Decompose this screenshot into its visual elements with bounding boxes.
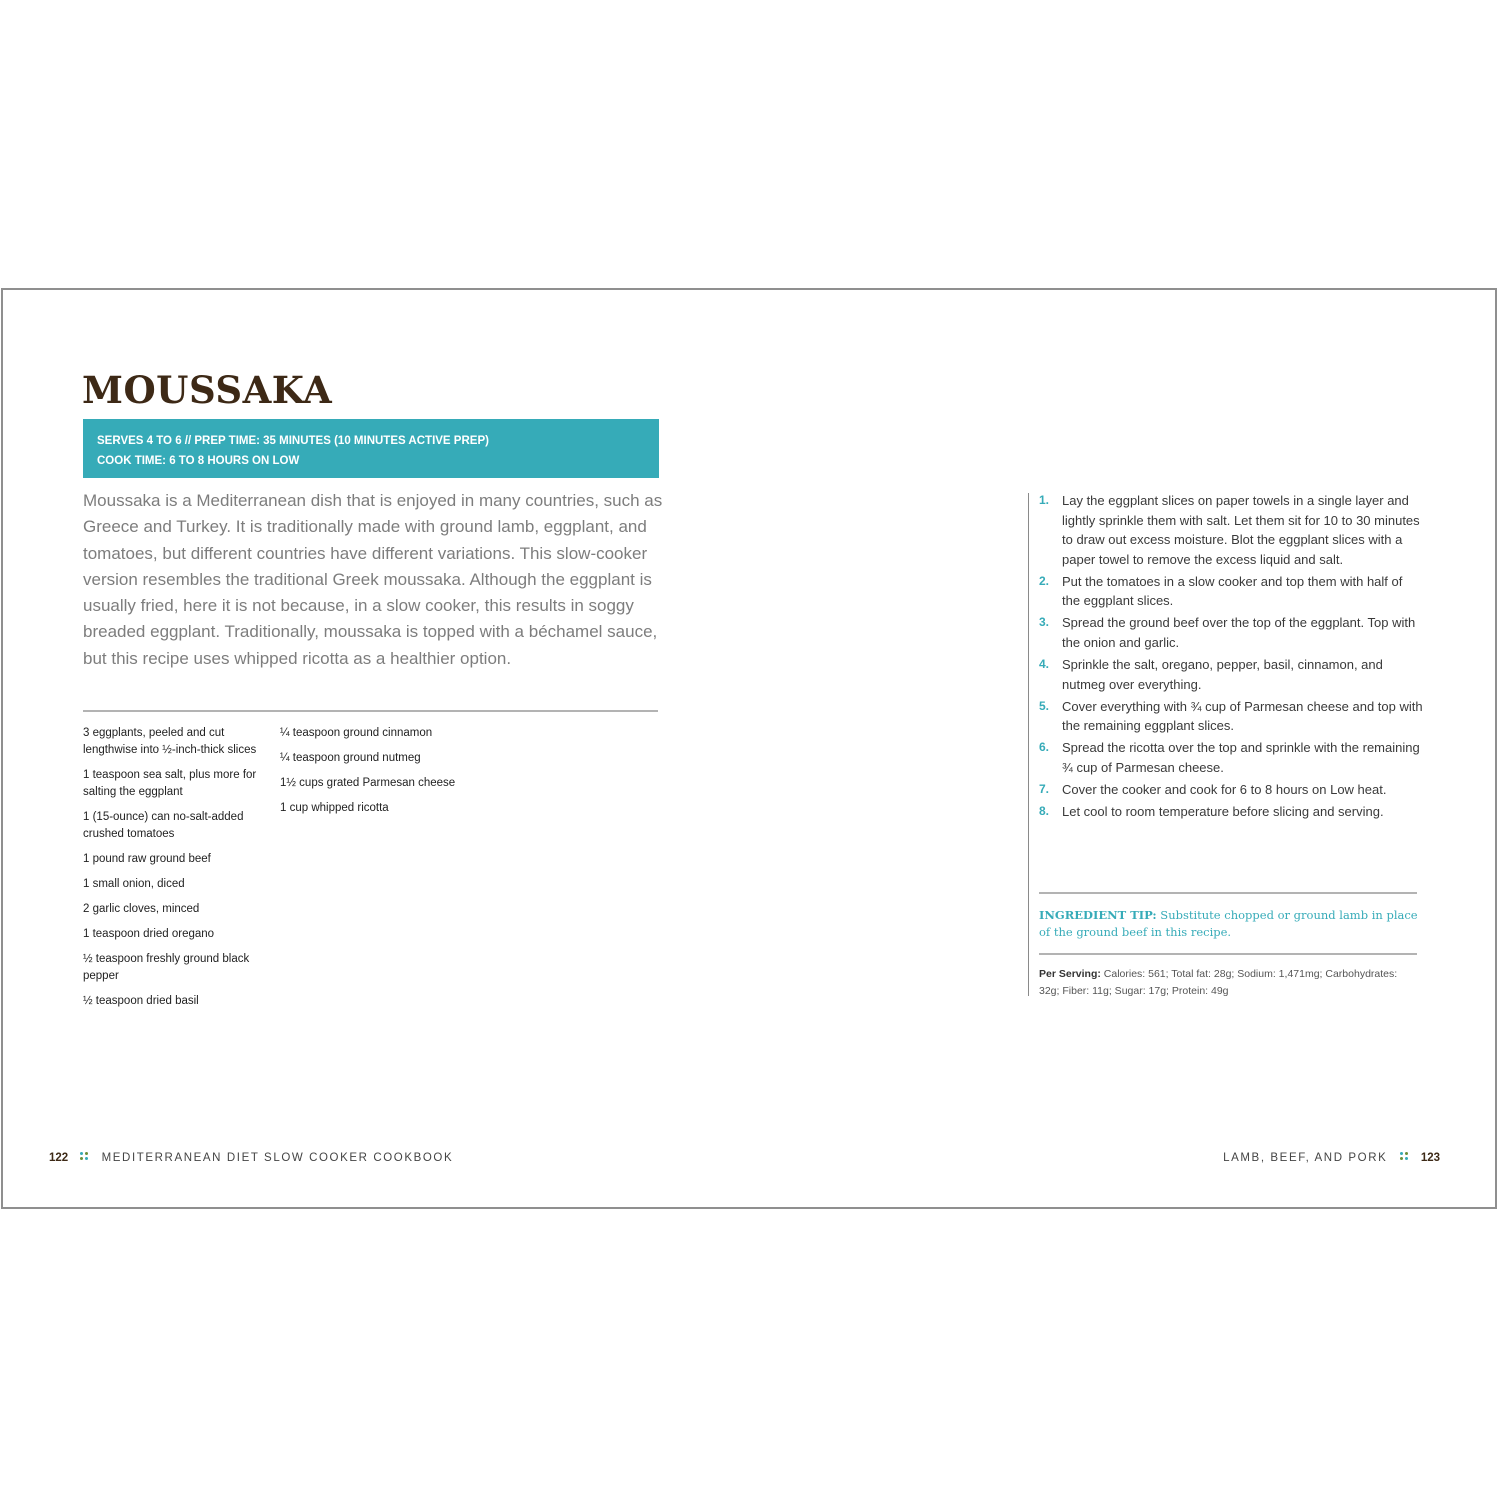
step-number: 4.: [1039, 656, 1050, 671]
nutrition-info: [1039, 966, 1419, 1000]
direction-step: [1039, 802, 1424, 822]
ingredient-item: 2 garlic cloves, minced: [83, 903, 200, 915]
footer-left: [49, 1150, 453, 1166]
divider: [83, 710, 658, 712]
ingredient-item: 1 cup whipped ricotta: [280, 802, 389, 814]
direction-step: [1039, 491, 1424, 569]
step-number: 1.: [1039, 493, 1050, 507]
direction-step: [1039, 655, 1424, 694]
page-number-right: 123: [1420, 1152, 1440, 1164]
ingredient-item: ½ teaspoon freshly ground black pepper: [83, 953, 250, 982]
ingredient-item: ½ teaspoon dried basil: [83, 995, 199, 1007]
step-text: Let cool to room temperature before slicing and serving.: [1062, 803, 1384, 819]
step-number: 5.: [1039, 698, 1050, 713]
nutrition-text: Calories: 561; Total fat: 28g; Sodium: 1,471mg; Carbohydrates: 32g; Fiber: 11g; Sugar: 17g; Protein: 49g: [1039, 968, 1398, 997]
per-serving-label: Per Serving:: [1039, 968, 1101, 980]
directions-list: [1039, 491, 1424, 824]
ingredient-item: 1 teaspoon dried oregano: [83, 928, 215, 940]
page-number-left: 122: [49, 1152, 69, 1164]
ingredient-item: ¼ teaspoon ground cinnamon: [280, 727, 433, 739]
direction-step: [1039, 572, 1424, 611]
book-title: MEDITERRANEAN DIET SLOW COOKER COOKBOOK: [101, 1152, 454, 1164]
step-number: 7.: [1039, 781, 1050, 796]
step-text: Spread the ricotta over the top and sprinkle with the remaining ¾ cup of Parmesan cheese.: [1062, 740, 1420, 775]
step-text: Cover the cooker and cook for 6 to 8 hours on Low heat.: [1062, 781, 1387, 797]
step-number: 8.: [1039, 803, 1050, 818]
step-number: 3.: [1039, 615, 1050, 630]
ingredients-column-1: [83, 725, 268, 1018]
divider: [1039, 953, 1417, 955]
step-text: Put the tomatoes in a slow cooker and top them with half of the eggplant slices.: [1062, 573, 1403, 609]
recipe-info-banner: [83, 419, 659, 478]
column-rule: [1028, 493, 1029, 996]
cook-time-line: COOK TIME: 6 TO 8 HOURS ON LOW: [97, 455, 300, 467]
four-dot-ornament-icon: [1400, 1152, 1409, 1161]
step-text: Cover everything with ¾ cup of Parmesan cheese and top with the remaining eggplant slices.: [1062, 698, 1423, 734]
step-text: Sprinkle the salt, oregano, pepper, basil, cinnamon, and nutmeg over everything.: [1062, 656, 1383, 692]
ingredient-item: 1 small onion, diced: [83, 878, 185, 890]
serves-prep-line: SERVES 4 TO 6 // PREP TIME: 35 MINUTES (10 MINUTES ACTIVE PREP): [97, 435, 489, 447]
recipe-intro: Moussaka is a Mediterranean dish that is enjoyed in many countries, such as Greece and Turkey. It is traditionally made with ground lamb, eggplant, and tomatoes, but different countries have different variations. This slow-cooker version resembles the traditional Greek moussaka. Although the eggplant is usually fried, here it is not because, in a slow cooker, this results in soggy breaded eggplant. Traditionally, moussaka is topped with a béchamel sauce, but this recipe uses whipped ricotta as a healthier option.: [83, 491, 663, 668]
ingredient-item: 1 teaspoon sea salt, plus more for salting the eggplant: [83, 769, 257, 798]
direction-step: [1039, 697, 1424, 736]
ingredient-item: ¼ teaspoon ground nutmeg: [280, 752, 421, 764]
step-text: Lay the eggplant slices on paper towels in a single layer and lightly sprinkle them with salt. Let them sit for 10 to 30 minutes to draw out excess moisture. Blot the eggplant slices with a paper towel to remove the excess liquid and salt.: [1062, 493, 1420, 567]
ingredient-item: 1 pound raw ground beef: [83, 853, 211, 865]
footer-right: [1223, 1150, 1440, 1166]
direction-step: [1039, 738, 1424, 777]
tip-text: Substitute chopped or ground lamb in place of the ground beef in this recipe.: [1039, 908, 1418, 939]
four-dot-ornament-icon: [80, 1152, 89, 1161]
step-number: 2.: [1039, 573, 1050, 588]
divider: [1039, 892, 1417, 894]
step-text: Spread the ground beef over the top of the eggplant. Top with the onion and garlic.: [1062, 615, 1416, 650]
ingredients-column-2: [280, 725, 480, 825]
ingredient-item: 1 (15-ounce) can no-salt-added crushed tomatoes: [83, 811, 244, 840]
step-number: 6.: [1039, 740, 1050, 755]
direction-step: [1039, 780, 1424, 800]
recipe-title: MOUSSAKA: [82, 368, 333, 412]
direction-step: [1039, 613, 1424, 652]
ingredient-item: 1½ cups grated Parmesan cheese: [280, 777, 456, 789]
tip-label: INGREDIENT TIP:: [1039, 908, 1157, 922]
ingredient-item: 3 eggplants, peeled and cut lengthwise into ½-inch-thick slices: [83, 727, 257, 756]
chapter-title: LAMB, BEEF, AND PORK: [1223, 1152, 1388, 1164]
ingredient-tip: [1039, 907, 1419, 941]
